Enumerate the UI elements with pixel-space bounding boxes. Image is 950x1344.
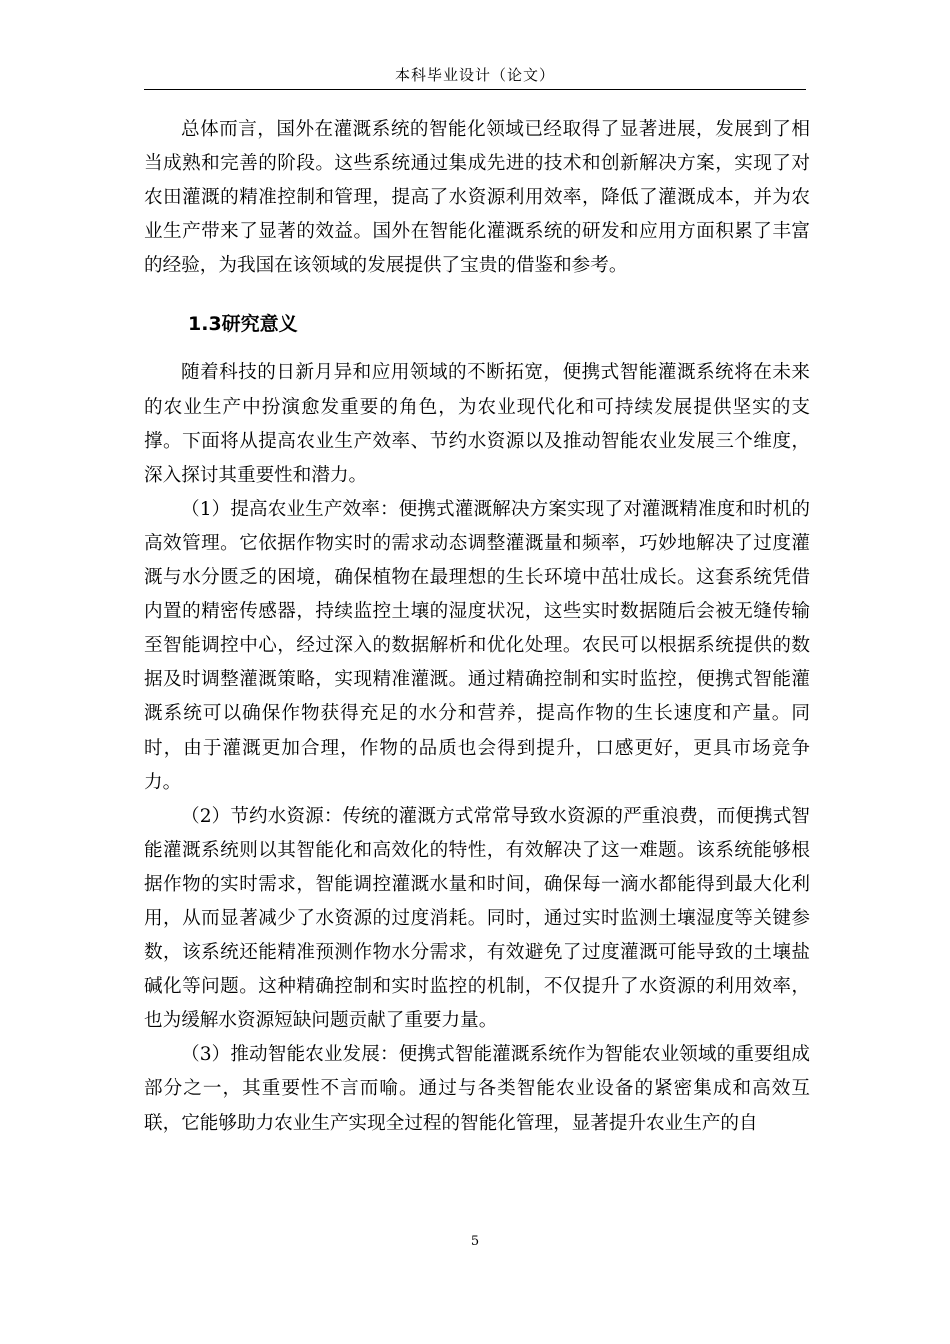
- page-body: [144, 113, 810, 1141]
- section-heading: 1.3研究意义: [188, 313, 298, 336]
- paragraph-point-1: （1）提高农业生产效率：便携式灌溉解决方案实现了对灌溉精准度和时机的高效管理。它依据作物实时的需求动态调整灌溉量和频率，巧妙地解决了过度灌溉与水分匮乏的困境，确保植物在最理想的生长环境中茁壮成长。这套系统凭借内置的精密传感器，持续监控土壤的湿度状况，这些实时数据随后会被无缝传输至智能调控中心，经过深入的数据解析和优化处理。农民可以根据系统提供的数据及时调整灌溉策略，实现精准灌溉。通过精确控制和实时监控，便携式智能灌溉系统可以确保作物获得充足的水分和营养，提高作物的生长速度和产量。同时，由于灌溉更加合理，作物的品质也会得到提升，口感更好，更具市场竞争力。: [144, 498, 810, 793]
- paragraph-intro-summary: 总体而言，国外在灌溉系统的智能化领域已经取得了显著进展，发展到了相当成熟和完善的阶段。这些系统通过集成先进的技术和创新解决方案，实现了对农田灌溉的精准控制和管理，提高了水资源利用效率，降低了灌溉成本，并为农业生产带来了显著的效益。国外在智能化灌溉系统的研发和应用方面积累了丰富的经验，为我国在该领域的发展提供了宝贵的借鉴和参考。: [144, 119, 810, 277]
- paragraph-point-3: （3）推动智能农业发展：便携式智能灌溉系统作为智能农业领域的重要组成部分之一，其重要性不言而喻。通过与各类智能农业设备的紧密集成和高效互联，它能够助力农业生产实现全过程的智能化管理，显著提升农业生产的自: [144, 1044, 810, 1134]
- header-divider: [144, 89, 806, 90]
- running-header: 本科毕业设计（论文）: [394, 66, 555, 84]
- paragraph-point-2: （2）节约水资源：传统的灌溉方式常常导致水资源的严重浪费，而便携式智能灌溉系统则以其智能化和高效化的特性，有效解决了这一难题。该系统能够根据作物的实时需求，智能调控灌溉水量和时间，确保每一滴水都能得到最大化利用，从而显著减少了水资源的过度消耗。同时，通过实时监测土壤湿度等关键参数，该系统还能精准预测作物水分需求，有效避免了过度灌溉可能导致的土壤盐碱化等问题。这种精确控制和实时监控的机制，不仅提升了水资源的利用效率，也为缓解水资源短缺问题贡献了重要力量。: [144, 805, 810, 1032]
- page-number: 5: [470, 1234, 480, 1249]
- paragraph-significance-intro: 随着科技的日新月异和应用领域的不断拓宽，便携式智能灌溉系统将在未来的农业生产中扮演愈发重要的角色，为农业现代化和可持续发展提供坚实的支撑。下面将从提高农业生产效率、节约水资源以及推动智能农业发展三个维度，深入探讨其重要性和潜力。: [144, 362, 810, 486]
